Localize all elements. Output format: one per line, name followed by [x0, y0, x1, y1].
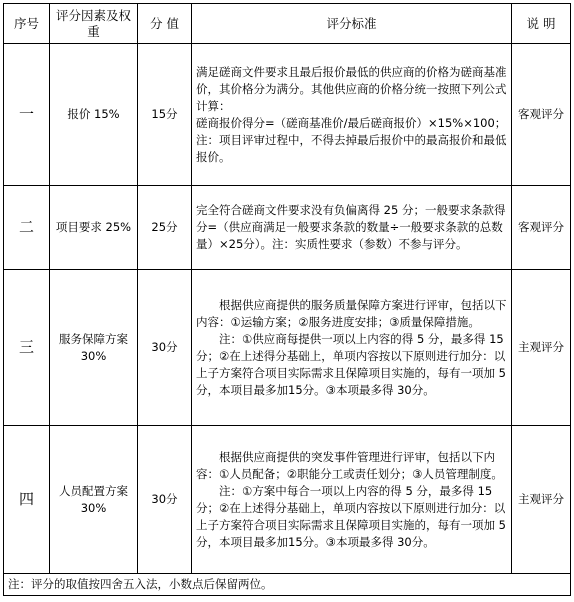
criteria-paragraph: 注：①方案中每合一项以上内容的得 5 分，最多得 15 分；②在上述得分基础上，单项内容按以下原则进行加分：以上子方案符合项目实际需求且保障项目实施的，每有一项加 5 分，本项目最多加15分。③本项最多得 30分。	[196, 483, 506, 549]
criteria-paragraph: 磋商报价得分=（磋商基准价/最后磋商报价）×15%×100；	[196, 115, 507, 130]
row-note: 主观评分	[512, 270, 571, 426]
header-row	[4, 4, 571, 44]
row-criteria	[192, 186, 512, 270]
criteria-paragraph: 满足磋商文件要求且最后报价最低的供应商的价格为磋商基准价，其价格分为满分。其他供应商的价格分统一按照下列公式计算：	[196, 64, 507, 113]
table-row	[4, 270, 571, 426]
row-criteria	[192, 426, 512, 574]
footnote: 注：评分的取值按四舍五入法，小数点后保留两位。	[4, 574, 571, 596]
row-note: 主观评分	[512, 426, 571, 574]
row-factor: 服务保障方案 30%	[50, 270, 138, 426]
row-score: 15分	[138, 44, 192, 186]
header-note: 说 明	[512, 4, 571, 44]
header-criteria: 评分标准	[192, 4, 512, 44]
row-index: 三	[4, 270, 50, 426]
table-row	[4, 426, 571, 574]
row-score: 30分	[138, 270, 192, 426]
header-factor: 评分因素及权重	[50, 4, 138, 44]
row-note: 客观评分	[512, 186, 571, 270]
row-factor: 人员配置方案 30%	[50, 426, 138, 574]
row-criteria	[192, 44, 512, 186]
row-factor: 项目要求 25%	[50, 186, 138, 270]
table-row	[4, 186, 571, 270]
footnote-row	[4, 574, 571, 596]
table-row	[4, 44, 571, 186]
header-score: 分 值	[138, 4, 192, 44]
criteria-paragraph: 根据供应商提供的突发事件管理进行评审，包括以下内容：①人员配备；②职能分工或责任划分；③人员管理制度。	[196, 449, 503, 481]
criteria-paragraph: 注：项目评审过程中，不得去掉最后报价中的最高报价和最低报价。	[196, 132, 507, 164]
scoring-table	[3, 3, 571, 596]
row-index: 一	[4, 44, 50, 186]
header-index: 序号	[4, 4, 50, 44]
row-score: 30分	[138, 426, 192, 574]
row-index: 二	[4, 186, 50, 270]
row-criteria	[192, 270, 512, 426]
criteria-paragraph: 注：①供应商每提供一项以上内容的得 5 分，最多得 15 分；②在上述得分基础上，单项内容按以下原则进行加分：以上子方案符合项目实际需求且保障项目实施的，每有一项加 5 分，本项目最多加15分。③本项最多得 30分。	[196, 331, 506, 397]
row-note: 客观评分	[512, 44, 571, 186]
row-score: 25分	[138, 186, 192, 270]
row-index: 四	[4, 426, 50, 574]
criteria-paragraph: 根据供应商提供的服务质量保障方案进行评审，包括以下内容：①运输方案；②服务进度安排；③质量保障措施。	[196, 297, 507, 329]
criteria-paragraph: 完全符合磋商文件要求没有负偏离得 25 分；一般要求条款得分=（供应商满足一般要求条款的数量÷一般要求条款的总数量）×25分）。注：实质性要求（参数）不参与评分。	[196, 203, 506, 251]
row-factor: 报价 15%	[50, 44, 138, 186]
